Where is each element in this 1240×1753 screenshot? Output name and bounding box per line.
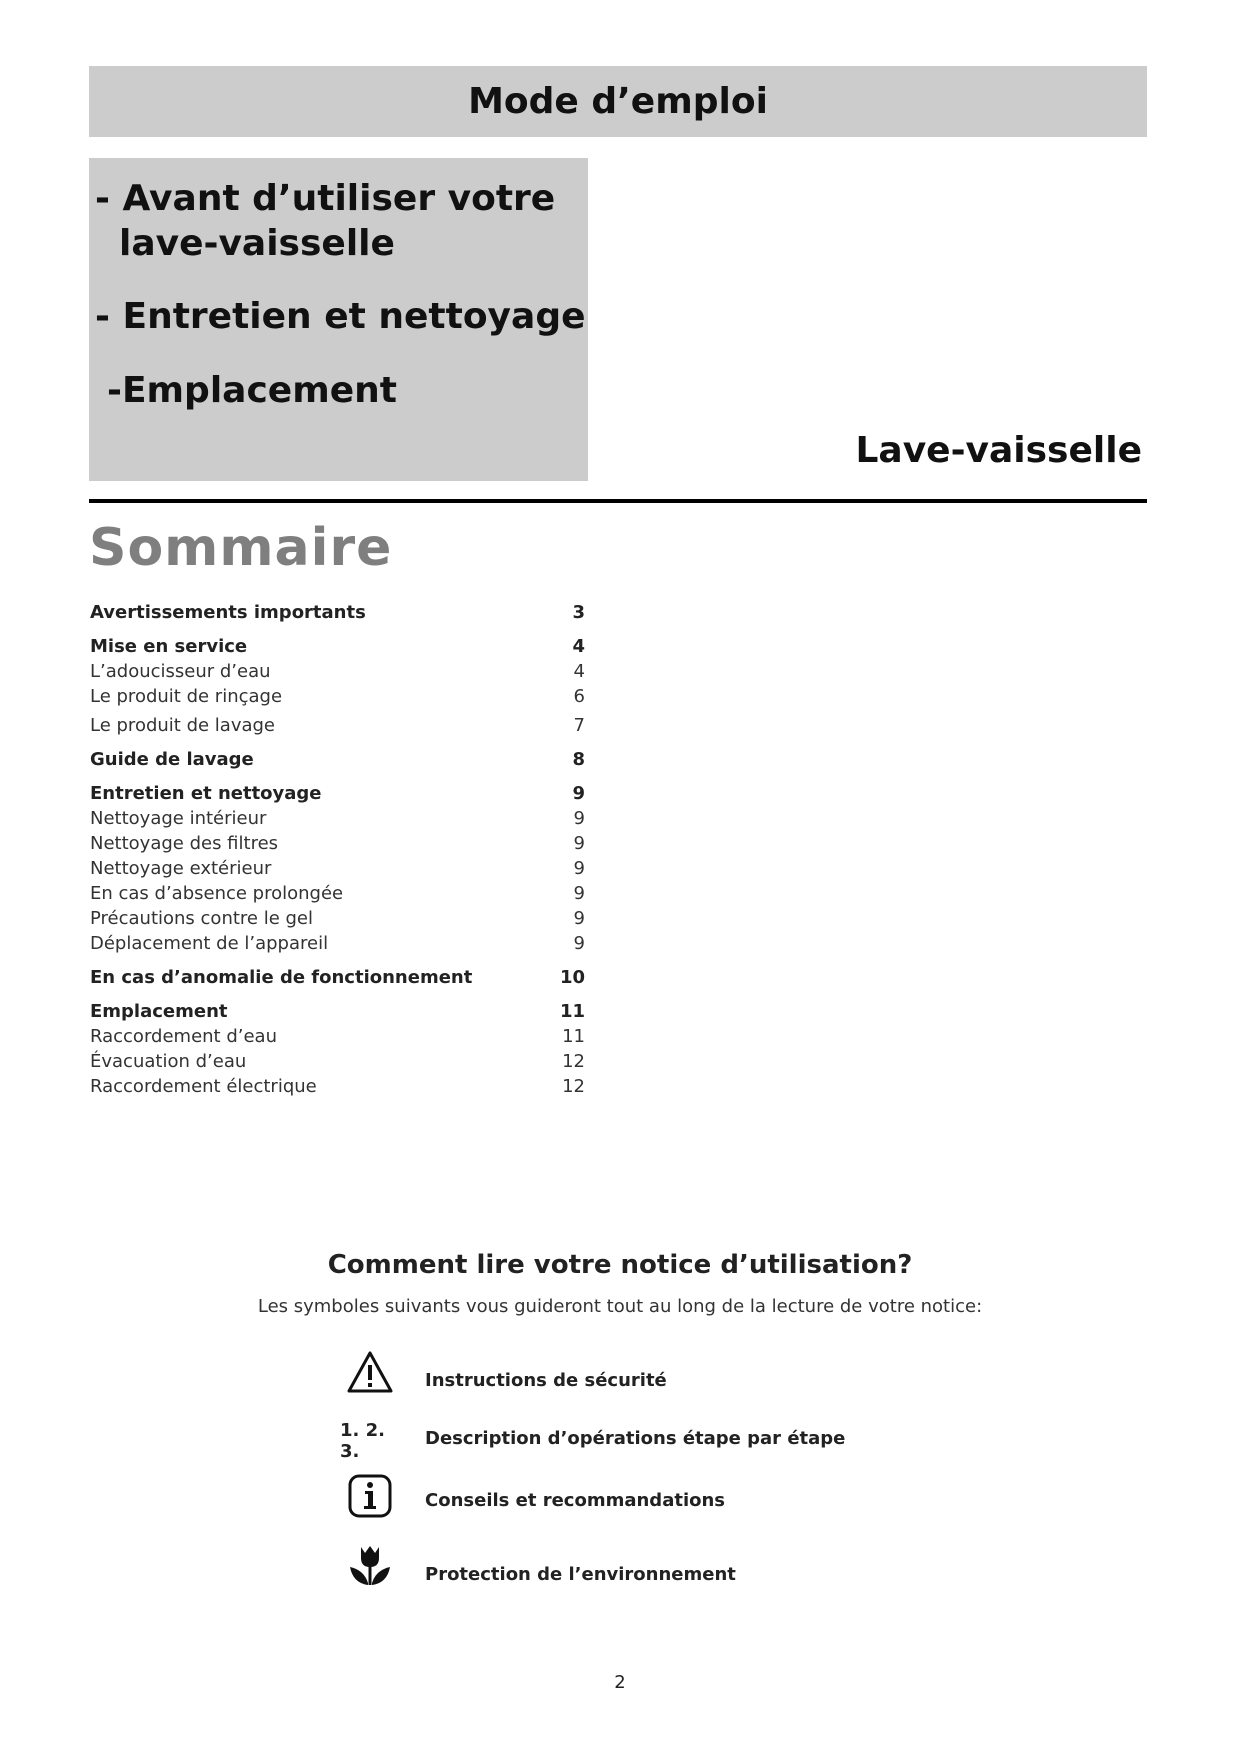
toc-entry [90, 747, 585, 772]
sommaire-title: Sommaire [89, 518, 393, 578]
toc-entry [90, 1074, 585, 1099]
symbol-label: Protection de l’environnement [425, 1564, 736, 1585]
divider [89, 499, 1147, 503]
toc-entry-label: Emplacement [90, 1001, 228, 1022]
toc-entry [90, 906, 585, 931]
symbol-label: Instructions de sécurité [425, 1370, 667, 1391]
toc-entry-label: Le produit de lavage [90, 715, 276, 736]
toc-entry-page: 9 [573, 908, 585, 929]
table-of-contents [90, 600, 585, 1099]
symbol-label: Conseils et recommandations [425, 1490, 726, 1511]
topic-item: - Entretien et nettoyage [95, 296, 586, 337]
how-to-read-title: Comment lire votre notice d’utilisation? [327, 1250, 913, 1280]
toc-entry-label: Raccordement électrique [90, 1076, 317, 1097]
toc-entry-page: 11 [562, 1026, 585, 1047]
toc-entry-label: Évacuation d’eau [90, 1051, 247, 1072]
toc-entry [90, 684, 585, 709]
toc-entry [90, 781, 585, 806]
toc-entry-page: 12 [562, 1051, 585, 1072]
toc-entry-label: En cas d’anomalie de fonctionnement [90, 967, 473, 988]
toc-entry [90, 881, 585, 906]
toc-entry-page: 12 [562, 1076, 585, 1097]
toc-entry [90, 831, 585, 856]
warning-triangle-icon [340, 1348, 400, 1396]
toc-entry-label: Avertissements importants [90, 602, 366, 623]
toc-entry-label: Nettoyage extérieur [90, 858, 272, 879]
toc-entry-label: L’adoucisseur d’eau [90, 661, 271, 682]
toc-entry-page: 7 [573, 715, 585, 736]
toc-entry-label: Entretien et nettoyage [90, 783, 322, 804]
toc-entry [90, 999, 585, 1024]
header-banner [89, 66, 1147, 137]
toc-entry-label: En cas d’absence prolongée [90, 883, 344, 904]
how-to-read-subtitle: Les symboles suivants vous guideront tout au long de la lecture de votre notice: [257, 1296, 983, 1317]
steps-marker: 1. 2. 3. [340, 1420, 385, 1462]
toc-entry-page: 8 [572, 749, 585, 770]
topic-item: lave-vaisselle [119, 223, 395, 264]
toc-entry [90, 713, 585, 738]
tulip-icon [340, 1542, 400, 1588]
toc-entry [90, 659, 585, 684]
toc-entry-page: 4 [572, 636, 585, 657]
toc-entry [90, 931, 585, 956]
toc-entry-page: 3 [572, 602, 585, 623]
toc-entry-page: 9 [573, 883, 585, 904]
toc-entry-label: Le produit de rinçage [90, 686, 283, 707]
toc-entry-page: 9 [573, 833, 585, 854]
symbol-label: Description d’opérations étape par étape [425, 1428, 846, 1449]
toc-entry-label: Nettoyage intérieur [90, 808, 267, 829]
topic-item: -Emplacement [107, 370, 397, 411]
toc-entry [90, 965, 585, 990]
page-title: Mode d’emploi [468, 81, 768, 122]
toc-entry-page: 9 [573, 933, 585, 954]
toc-entry-page: 11 [559, 1001, 585, 1022]
toc-entry-label: Guide de lavage [90, 749, 254, 770]
page-number: 2 [614, 1672, 626, 1693]
toc-entry [90, 634, 585, 659]
product-name: Lave-vaisselle [855, 430, 1142, 471]
toc-entry-label: Déplacement de l’appareil [90, 933, 329, 954]
toc-entry-label: Précautions contre le gel [90, 908, 314, 929]
info-icon [340, 1472, 400, 1520]
topic-item: - Avant d’utiliser votre [95, 178, 556, 219]
toc-entry-label: Raccordement d’eau [90, 1026, 277, 1047]
toc-entry-label: Nettoyage des filtres [90, 833, 279, 854]
toc-entry-page: 6 [573, 686, 585, 707]
toc-entry [90, 1024, 585, 1049]
toc-entry-page: 4 [573, 661, 585, 682]
toc-entry-page: 9 [572, 783, 585, 804]
toc-entry-page: 10 [559, 967, 585, 988]
toc-entry [90, 600, 585, 625]
toc-entry [90, 856, 585, 881]
toc-entry [90, 1049, 585, 1074]
toc-entry [90, 806, 585, 831]
toc-entry-label: Mise en service [90, 636, 248, 657]
toc-entry-page: 9 [573, 808, 585, 829]
toc-entry-page: 9 [573, 858, 585, 879]
topics-box [89, 158, 588, 481]
